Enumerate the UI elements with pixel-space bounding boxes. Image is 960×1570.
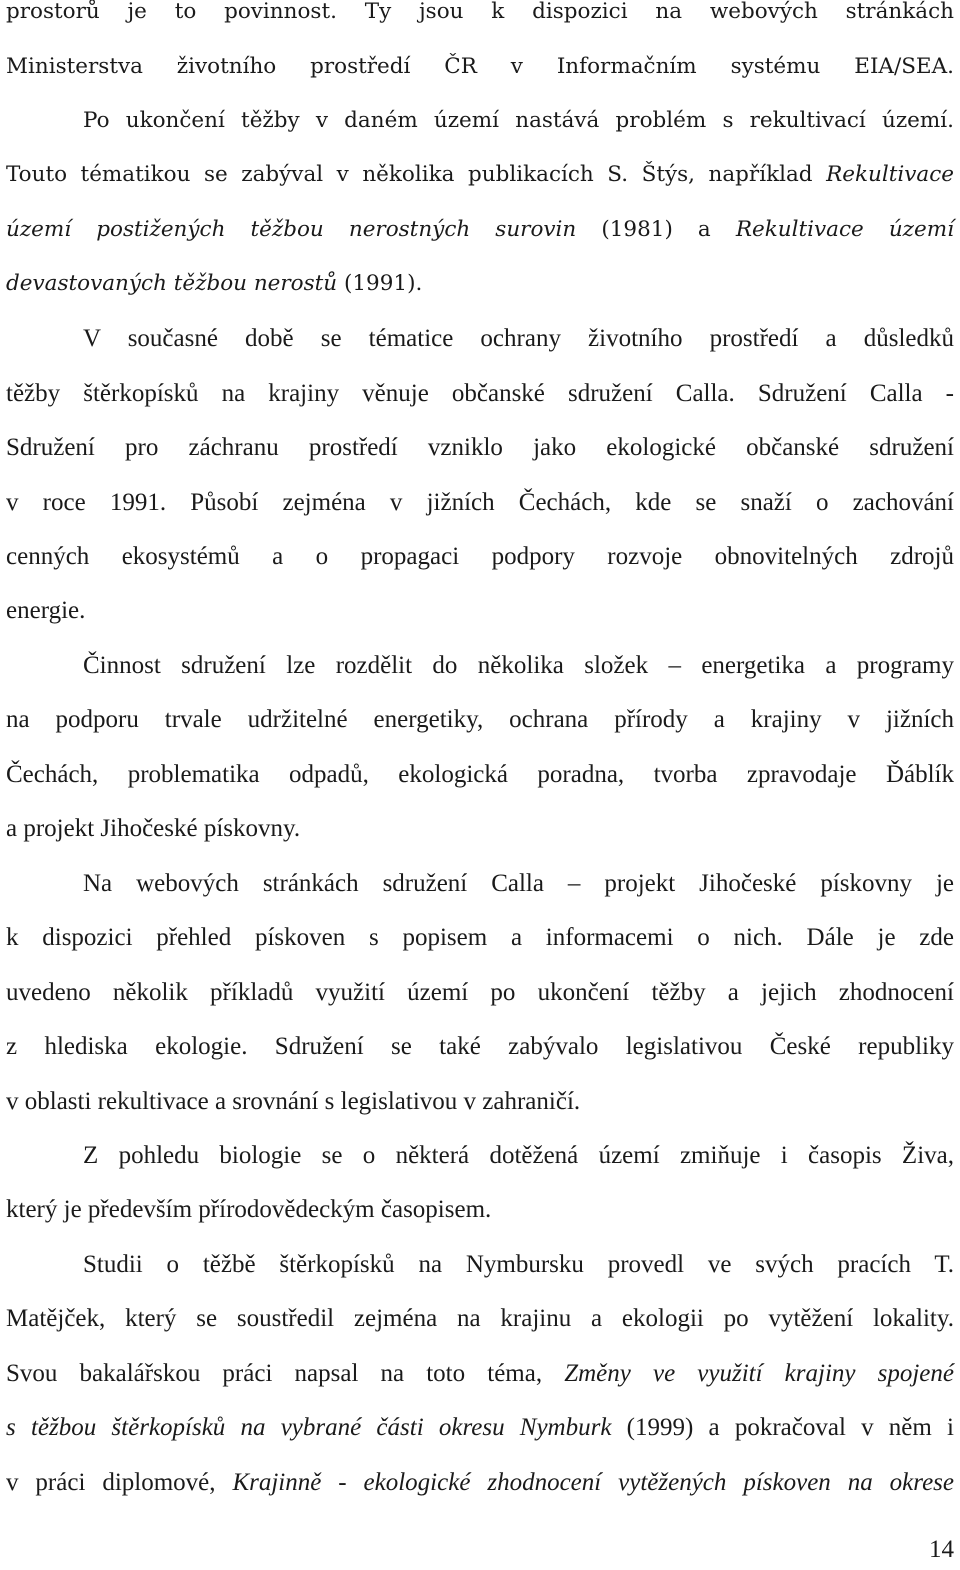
text-segment: Touto tématikou se zabýval v několika publikacích S. Štýs, například — [6, 162, 827, 187]
text-segment: energie. — [6, 597, 86, 624]
text-segment: který je především přírodovědeckým časopisem. — [6, 1196, 492, 1223]
text-segment: Činnost sdružení lze rozdělit do několika složek – energetika a programy — [83, 652, 954, 679]
text-segment: na podporu trvale udržitelné energetiky, ochrana přírody a krajiny v jižních — [6, 706, 954, 733]
text-line — [6, 210, 954, 250]
text-line — [6, 374, 954, 414]
italic-title-text: Rekultivace — [826, 162, 954, 187]
text-segment: z hlediska ekologie. Sdružení se také zabývalo legislativou České republiky — [6, 1033, 954, 1060]
text-segment: cenných ekosystémů a o propagaci podpory rozvoje obnovitelných zdrojů — [6, 543, 954, 570]
page-number: 14 — [929, 1536, 954, 1563]
text-segment: (1981) a — [576, 217, 736, 242]
text-segment: Na webových stránkách sdružení Calla – projekt Jihočeské pískovny je — [83, 870, 954, 897]
text-line — [6, 918, 954, 958]
text-line — [6, 591, 954, 631]
text-line — [6, 537, 954, 577]
text-line — [6, 1082, 954, 1122]
text-line — [83, 101, 954, 141]
text-segment: Studii o těžbě štěrkopísků na Nymbursku provedl ve svých pracích T. — [83, 1251, 954, 1278]
text-segment: V současné době se tématice ochrany životního prostředí a důsledků — [83, 325, 954, 352]
text-segment: (1991). — [337, 271, 423, 296]
text-segment: Po ukončení těžby v daném území nastává problém s rekultivací území. — [83, 108, 954, 133]
text-line — [6, 1027, 954, 1067]
italic-title-text: Krajinně - ekologické zhodnocení vytěžených pískoven na okrese — [232, 1469, 954, 1496]
text-segment: uvedeno několik příkladů využití území po ukončení těžby a jejich zhodnocení — [6, 979, 954, 1006]
text-segment: prostorů je to povinnost. Ty jsou k dispozici na webových stránkách — [6, 0, 954, 24]
text-line — [6, 47, 954, 87]
text-segment: Čechách, problematika odpadů, ekologická poradna, tvorba zpravodaje Ďáblík — [6, 761, 954, 788]
text-line — [83, 319, 954, 359]
text-line — [6, 700, 954, 740]
text-segment: Z pohledu biologie se o některá dotěžená území zmiňuje i časopis Živa, — [83, 1142, 954, 1169]
text-segment: Matějček, který se soustředil zejména na krajinu a ekologii po vytěžení lokality. — [6, 1305, 954, 1332]
text-line — [6, 809, 954, 849]
text-line — [6, 973, 954, 1013]
text-segment: Ministerstva životního prostředí ČR v Informačním systému EIA/SEA. — [6, 54, 954, 79]
text-segment: v roce 1991. Působí zejména v jižních Čechách, kde se snaží o zachování — [6, 489, 954, 516]
text-segment: těžby štěrkopísků na krajiny věnuje občanské sdružení Calla. Sdružení Calla - — [6, 380, 954, 407]
text-segment: Sdružení pro záchranu prostředí vzniklo jako ekologické občanské sdružení — [6, 434, 954, 461]
italic-title-text: devastovaných těžbou nerostů — [6, 271, 338, 296]
text-segment: (1999) a pokračoval v něm i — [611, 1414, 955, 1441]
italic-title-text: s těžbou štěrkopísků na vybrané části okresu Nymburk — [6, 1414, 612, 1441]
text-line — [6, 1299, 954, 1339]
italic-title-text: Rekultivace území — [735, 217, 954, 242]
text-line — [6, 155, 954, 195]
text-line — [6, 264, 954, 304]
text-line — [6, 1190, 954, 1230]
text-line — [6, 1463, 954, 1503]
text-line — [83, 1245, 954, 1285]
italic-title-text: území postižených těžbou nerostných surovin — [6, 217, 577, 242]
text-line — [83, 864, 954, 904]
italic-title-text: Změny ve využití krajiny spojené — [564, 1360, 954, 1387]
text-segment: k dispozici přehled pískoven s popisem a informacemi o nich. Dále je zde — [6, 924, 954, 951]
text-segment: a projekt Jihočeské pískovny. — [6, 815, 301, 842]
text-segment: Svou bakalářskou práci napsal na toto téma, — [6, 1360, 565, 1387]
text-segment: v oblasti rekultivace a srovnání s legislativou v zahraničí. — [6, 1088, 581, 1115]
text-line — [6, 483, 954, 523]
text-line — [83, 1136, 954, 1176]
text-line — [6, 0, 954, 32]
text-line — [6, 755, 954, 795]
text-line — [6, 428, 954, 468]
text-line — [83, 646, 954, 686]
text-segment: v práci diplomové, — [6, 1469, 233, 1496]
text-line — [6, 1408, 954, 1448]
text-line — [6, 1354, 954, 1394]
